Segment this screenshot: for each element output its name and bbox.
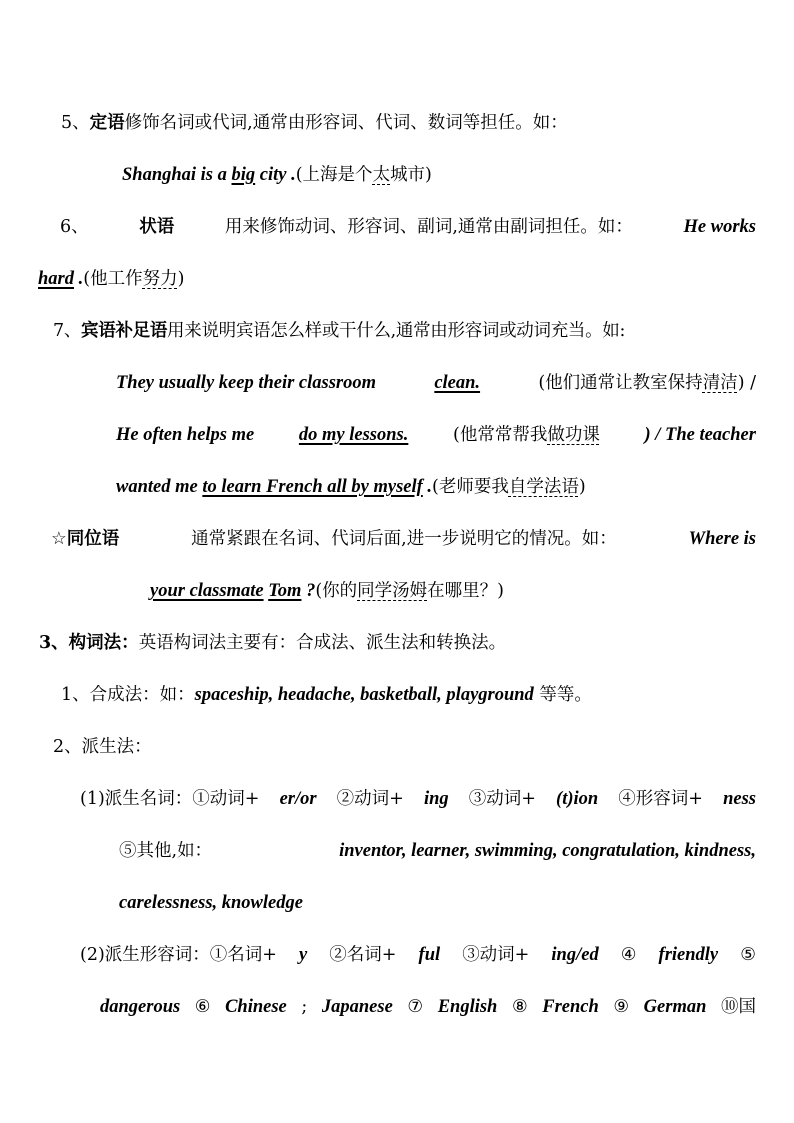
translation-text: 城市) xyxy=(390,165,432,185)
example-words: inventor, learner, swimming, congratulation, kindness, xyxy=(339,841,756,861)
subheading-text: 2、派生法： xyxy=(53,737,152,757)
rule-text: ⑤其他,如： xyxy=(119,841,213,861)
translation-text: ) / xyxy=(737,373,756,393)
para-appositive xyxy=(51,527,756,551)
example-text: Shanghai is a xyxy=(122,165,232,185)
section-text: 英语构词法主要有：合成法、派生法和转换法。 xyxy=(138,633,507,653)
translation-highlight: 做功课 xyxy=(547,425,600,445)
derived-nouns xyxy=(80,787,756,811)
definition-text: 用来修饰动词、形容词、副词,通常由副词担任。如： xyxy=(224,217,633,237)
example-tom xyxy=(150,579,504,603)
example-text: wanted me xyxy=(116,477,203,497)
translation-text: (老师要我 xyxy=(432,477,509,497)
example-text: . xyxy=(74,269,84,289)
underlined-word: big xyxy=(231,165,256,185)
rule-text: ③动词+ xyxy=(462,945,530,965)
definition-text: 通常紧跟在名词、代词后面,进一步说明它的情况。如： xyxy=(191,529,617,549)
item-number: 7、 xyxy=(53,321,82,341)
rule-text: ⑤ xyxy=(740,945,756,965)
suffix: er/or xyxy=(279,789,317,809)
example-word: English xyxy=(437,997,498,1017)
example-word: German xyxy=(643,997,707,1017)
example-text: They usually keep their classroom xyxy=(116,373,377,393)
underlined-word: clean. xyxy=(434,373,481,393)
example-text: . xyxy=(422,477,433,497)
derived-adjectives-examples xyxy=(100,995,756,1019)
example-word: friendly xyxy=(658,945,719,965)
rule-text: ⑩国 xyxy=(720,997,756,1017)
term-adverbial: 状语 xyxy=(139,217,175,237)
example-text: ? xyxy=(301,581,316,601)
rule-text: ②动词+ xyxy=(336,789,404,809)
suffix: ing/ed xyxy=(551,945,599,965)
item-number: 6、 xyxy=(60,217,89,237)
rule-text: ⑥ xyxy=(194,997,211,1017)
translation-text: 在哪里？) xyxy=(427,581,504,601)
rule-text: ②名词+ xyxy=(329,945,397,965)
translation-text: ) xyxy=(578,477,586,497)
rule-text: (2)派生形容词：①名词+ xyxy=(80,945,277,965)
etc-text: 等等。 xyxy=(533,685,592,705)
derived-nouns-examples-cont xyxy=(119,891,303,915)
example-word: dangerous xyxy=(100,997,181,1017)
translation-highlight: 自学法语 xyxy=(508,477,579,497)
example-text: He often helps me xyxy=(116,425,255,445)
para-object-complement xyxy=(53,319,625,343)
translation-text: (上海是个 xyxy=(295,165,373,185)
example-text: He works xyxy=(683,217,756,237)
definition-text: 用来说明宾语怎么样或干什么,通常由形容词或动词充当。如: xyxy=(167,321,626,341)
derived-adjectives xyxy=(80,943,756,967)
translation-highlight: 清洁 xyxy=(702,373,738,393)
translation-highlight: 努力 xyxy=(142,269,178,289)
suffix: y xyxy=(299,945,308,965)
example-lessons xyxy=(116,423,756,447)
translation-text: (他工作 xyxy=(83,269,143,289)
suffix: ful xyxy=(418,945,441,965)
term-appositive: 同位语 xyxy=(66,529,120,549)
translation-highlight: 太 xyxy=(372,165,391,185)
rule-text: ③动词+ xyxy=(468,789,536,809)
rule-text: ④形容词+ xyxy=(618,789,703,809)
example-words: spaceship, headache, basketball, playground xyxy=(194,685,534,705)
example-word: Japanese xyxy=(321,997,393,1017)
example-text: ) / The teacher xyxy=(644,425,756,445)
derived-nouns-examples xyxy=(119,839,756,863)
suffix: ness xyxy=(723,789,756,809)
section-heading: 3、构词法： xyxy=(39,633,139,653)
underlined-word: do my lessons. xyxy=(298,425,409,445)
separator: ; xyxy=(301,997,308,1017)
rule-text: ④ xyxy=(620,945,637,965)
example-word: Chinese xyxy=(225,997,287,1017)
section-word-formation xyxy=(39,631,506,655)
para-attribute xyxy=(61,111,568,135)
suffix: (t)ion xyxy=(556,789,599,809)
compounding xyxy=(61,683,592,707)
rule-text: ⑦ xyxy=(407,997,424,1017)
example-text: city . xyxy=(255,165,296,185)
term-attribute: 定语 xyxy=(89,113,125,133)
translation-text: (你的 xyxy=(315,581,358,601)
example-words: carelessness, knowledge xyxy=(119,893,303,913)
derivation-heading xyxy=(53,735,152,759)
star-icon: ☆ xyxy=(51,529,67,549)
rule-text: ⑧ xyxy=(511,997,528,1017)
example-word: French xyxy=(542,997,599,1017)
rule-text: (1)派生名词：①动词+ xyxy=(80,789,260,809)
translation-text: ) xyxy=(177,269,185,289)
rule-text: ⑨ xyxy=(613,997,630,1017)
underlined-word: hard xyxy=(38,269,74,289)
subheading-text: 1、合成法：如： xyxy=(61,685,195,705)
definition-text: 修饰名词或代词,通常由形容词、代词、数词等担任。如： xyxy=(124,113,568,133)
underlined-word: Tom xyxy=(268,581,302,601)
item-number: 5、 xyxy=(61,113,90,133)
example-classroom xyxy=(116,371,756,395)
example-french xyxy=(116,475,586,499)
example-text: Where is xyxy=(688,529,756,549)
underlined-phrase: to learn French all by myself xyxy=(202,477,423,497)
example-shanghai xyxy=(122,163,432,187)
term-object-complement: 宾语补足语 xyxy=(81,321,168,341)
para-adverbial xyxy=(60,215,756,239)
translation-highlight: 同学汤姆 xyxy=(357,581,428,601)
example-hard xyxy=(38,267,184,291)
suffix: ing xyxy=(423,789,449,809)
translation-text: (他们通常让教室保持 xyxy=(538,373,703,393)
translation-text: (他常常帮我 xyxy=(453,425,548,445)
underlined-word: your classmate xyxy=(150,581,264,601)
